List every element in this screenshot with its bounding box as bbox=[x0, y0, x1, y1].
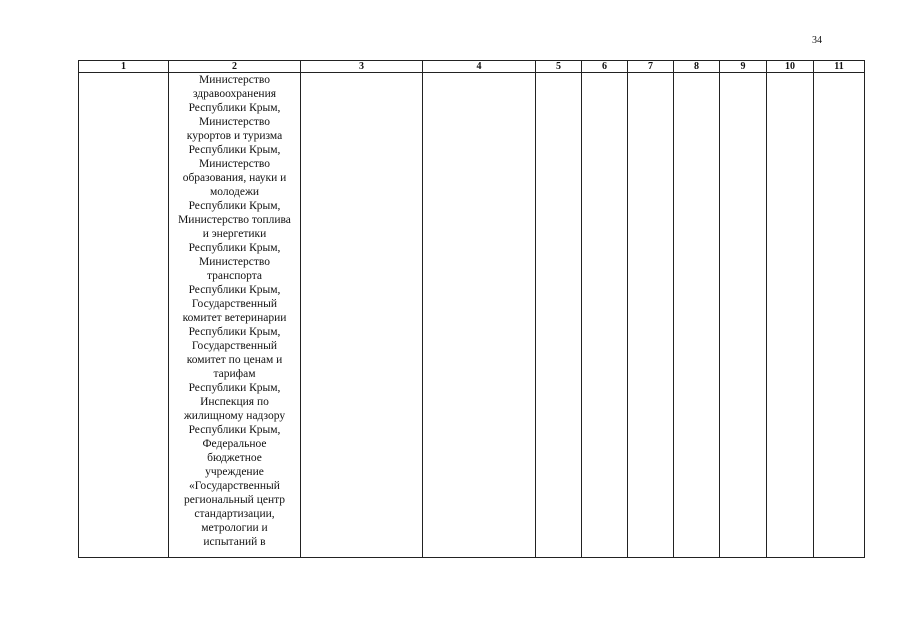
cell-text-line: Государственный bbox=[191, 340, 278, 352]
cell-text-line: молодежи bbox=[209, 186, 260, 198]
column-header-4: 4 bbox=[423, 61, 536, 73]
table-row bbox=[79, 73, 865, 558]
cell-text-line: стандартизации, bbox=[194, 508, 275, 520]
column-header-6: 6 bbox=[582, 61, 628, 73]
cell-text-line: Министерство bbox=[199, 116, 270, 128]
cell-text-line: Министерство топлива bbox=[178, 214, 291, 226]
cell-text-line: Республики Крым, bbox=[188, 382, 281, 394]
table-cell-col-9 bbox=[720, 73, 767, 558]
cell-text-line: здравоохранения bbox=[192, 88, 277, 100]
cell-text-line: тарифам bbox=[213, 368, 256, 380]
cell-text-line: транспорта bbox=[206, 270, 263, 282]
document-table bbox=[78, 60, 865, 558]
table-cell-col-6 bbox=[582, 73, 628, 558]
cell-text-line: «Государственный bbox=[189, 480, 280, 492]
cell-text-line: испытаний в bbox=[203, 536, 266, 548]
cell-text-line: курортов и туризма bbox=[186, 130, 283, 142]
cell-text-line: Министерство bbox=[199, 74, 270, 86]
column-header-10: 10 bbox=[767, 61, 814, 73]
cell-text-line: Республики Крым, bbox=[188, 424, 281, 436]
table-cell-col-7 bbox=[628, 73, 674, 558]
column-header-8: 8 bbox=[674, 61, 720, 73]
cell-text-line: комитет по ценам и bbox=[186, 354, 283, 366]
table-cell-col-5 bbox=[536, 73, 582, 558]
table-cell-col-11 bbox=[814, 73, 865, 558]
column-header-11: 11 bbox=[814, 61, 865, 73]
table-cell-col-8 bbox=[674, 73, 720, 558]
column-header-7: 7 bbox=[628, 61, 674, 73]
table-cell-col-1 bbox=[79, 73, 169, 558]
cell-text-line: Министерство bbox=[199, 158, 270, 170]
cell-text-line: Республики Крым, bbox=[188, 242, 281, 254]
column-header-5: 5 bbox=[536, 61, 582, 73]
column-header-9: 9 bbox=[720, 61, 767, 73]
cell-text-line: Республики Крым, bbox=[188, 144, 281, 156]
cell-text-line: Республики Крым, bbox=[188, 102, 281, 114]
table-cell-col-2 bbox=[169, 73, 301, 558]
cell-text-line: Республики Крым, bbox=[188, 326, 281, 338]
page-number: 34 bbox=[812, 35, 822, 46]
column-header-1: 1 bbox=[79, 61, 169, 73]
column-header-3: 3 bbox=[301, 61, 423, 73]
table-cell-col-4 bbox=[423, 73, 536, 558]
cell-text-line: Министерство bbox=[199, 256, 270, 268]
cell-text-line: Государственный bbox=[191, 298, 278, 310]
header-row bbox=[79, 61, 865, 73]
table-cell-col-3 bbox=[301, 73, 423, 558]
cell-text-line: Республики Крым, bbox=[188, 200, 281, 212]
cell-text-line: и энергетики bbox=[202, 228, 267, 240]
cell-text-line: Республики Крым, bbox=[188, 284, 281, 296]
cell-text-line: Инспекция по bbox=[200, 396, 269, 408]
cell-text-line: жилищному надзору bbox=[183, 410, 286, 422]
column-header-2: 2 bbox=[169, 61, 301, 73]
cell-text-line: региональный центр bbox=[183, 494, 286, 506]
cell-text-line: комитет ветеринарии bbox=[182, 312, 287, 324]
table-cell-col-10 bbox=[767, 73, 814, 558]
cell-text-line: Федеральное bbox=[202, 438, 267, 450]
cell-text-line: бюджетное bbox=[207, 452, 262, 464]
cell-text-line: метрологии и bbox=[201, 522, 268, 534]
cell-text-line: учреждение bbox=[205, 466, 264, 478]
cell-text-line: образования, науки и bbox=[182, 172, 287, 184]
